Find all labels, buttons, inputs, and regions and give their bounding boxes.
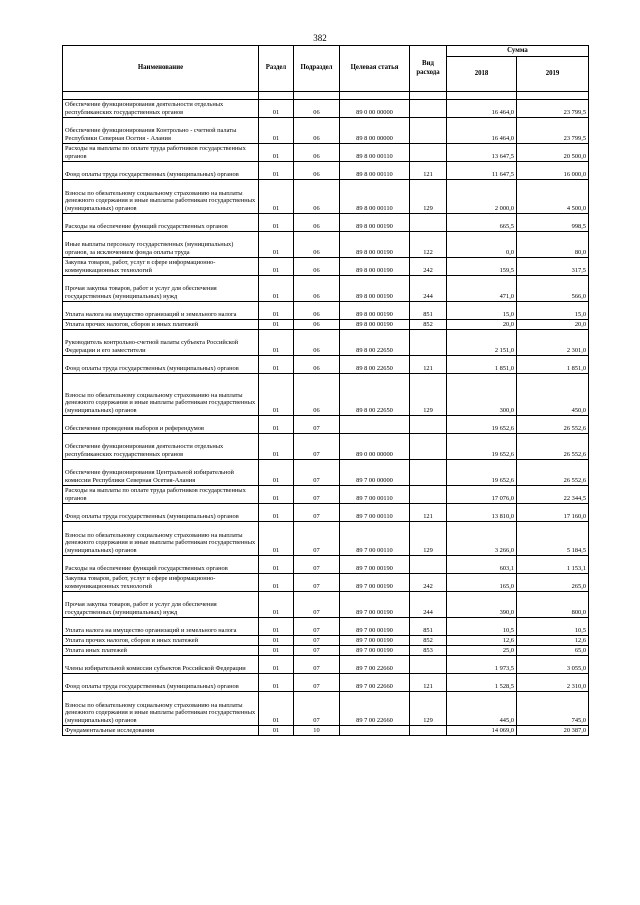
cell-2019: 26 552,6 bbox=[517, 434, 589, 460]
cell-2018: 19 652,6 bbox=[447, 460, 517, 486]
cell-2018: 15,0 bbox=[447, 302, 517, 320]
cell-celevaya: 89 7 00 00190 bbox=[340, 636, 410, 646]
cell-vid: 244 bbox=[410, 276, 447, 302]
cell-2018: 11 647,5 bbox=[447, 162, 517, 180]
cell-2019: 317,5 bbox=[517, 258, 589, 276]
cell-celevaya: 89 8 00 22650 bbox=[340, 356, 410, 374]
table-row bbox=[63, 574, 589, 592]
cell-podrazdel: 06 bbox=[294, 232, 340, 258]
cell-razdel: 01 bbox=[259, 276, 294, 302]
table-row bbox=[63, 374, 589, 416]
cell-podrazdel: 06 bbox=[294, 144, 340, 162]
cell-vid: 121 bbox=[410, 162, 447, 180]
cell-podrazdel: 07 bbox=[294, 656, 340, 674]
cell-2019: 26 552,6 bbox=[517, 416, 589, 434]
cell-2018: 10,5 bbox=[447, 618, 517, 636]
header-vid: Вид расхода bbox=[410, 46, 447, 92]
table-row bbox=[63, 692, 589, 726]
table-row bbox=[63, 330, 589, 356]
cell-vid: 852 bbox=[410, 636, 447, 646]
cell-vid bbox=[410, 330, 447, 356]
cell-razdel bbox=[259, 92, 294, 100]
cell-vid: 121 bbox=[410, 356, 447, 374]
cell-razdel: 01 bbox=[259, 416, 294, 434]
cell-2019: 20 500,0 bbox=[517, 144, 589, 162]
cell-celevaya: 89 7 00 00190 bbox=[340, 592, 410, 618]
cell-celevaya bbox=[340, 416, 410, 434]
cell-name: Уплата налога на имущество организаций и земельного налога bbox=[63, 302, 259, 320]
cell-name: Прочая закупка товаров, работ и услуг для обеспечения государственных (муниципальных) нужд bbox=[63, 276, 259, 302]
cell-razdel: 01 bbox=[259, 656, 294, 674]
cell-celevaya: 89 7 00 00110 bbox=[340, 522, 410, 556]
cell-razdel: 01 bbox=[259, 692, 294, 726]
cell-podrazdel: 07 bbox=[294, 674, 340, 692]
cell-razdel: 01 bbox=[259, 434, 294, 460]
cell-2018: 665,5 bbox=[447, 214, 517, 232]
cell-2018: 16 464,0 bbox=[447, 100, 517, 118]
cell-2019: 22 344,5 bbox=[517, 486, 589, 504]
header-celevaya: Целевая статья bbox=[340, 46, 410, 92]
cell-name: Уплата иных платежей bbox=[63, 646, 259, 656]
cell-2019: 998,5 bbox=[517, 214, 589, 232]
cell-celevaya: 89 7 00 00000 bbox=[340, 460, 410, 486]
cell-razdel: 01 bbox=[259, 330, 294, 356]
table-row bbox=[63, 258, 589, 276]
cell-2019: 80,0 bbox=[517, 232, 589, 258]
cell-razdel: 01 bbox=[259, 522, 294, 556]
cell-2019: 5 184,5 bbox=[517, 522, 589, 556]
cell-2018: 3 266,0 bbox=[447, 522, 517, 556]
budget-table bbox=[62, 45, 589, 736]
cell-name: Взносы по обязательному социальному страхованию на выплаты денежного содержания и иные выплаты работникам государственных (муниципальных) органов bbox=[63, 692, 259, 726]
cell-celevaya: 89 7 00 22660 bbox=[340, 674, 410, 692]
cell-2018: 2 151,0 bbox=[447, 330, 517, 356]
cell-name: Уплата прочих налогов, сборов и иных платежей bbox=[63, 636, 259, 646]
cell-2019: 20 387,0 bbox=[517, 726, 589, 736]
table-row bbox=[63, 214, 589, 232]
cell-vid: 129 bbox=[410, 692, 447, 726]
cell-name: Закупка товаров, работ, услуг в сфере информационно-коммуникационных технологий bbox=[63, 574, 259, 592]
table-row bbox=[63, 434, 589, 460]
cell-celevaya: 89 7 00 22660 bbox=[340, 656, 410, 674]
cell-celevaya: 89 8 00 00110 bbox=[340, 180, 410, 214]
cell-celevaya bbox=[340, 92, 410, 100]
table-row bbox=[63, 504, 589, 522]
cell-vid: 121 bbox=[410, 674, 447, 692]
cell-name: Фундаментальные исследования bbox=[63, 726, 259, 736]
cell-name: Обеспечение функционирования деятельности отдельных республиканских государственных органов bbox=[63, 100, 259, 118]
cell-name: Взносы по обязательному социальному страхованию на выплаты денежного содержания и иные выплаты работникам государственных (муниципальных) органов bbox=[63, 180, 259, 214]
cell-podrazdel: 07 bbox=[294, 486, 340, 504]
cell-celevaya: 89 8 00 00190 bbox=[340, 302, 410, 320]
cell-vid bbox=[410, 144, 447, 162]
cell-podrazdel: 07 bbox=[294, 504, 340, 522]
table-row bbox=[63, 646, 589, 656]
cell-razdel: 01 bbox=[259, 144, 294, 162]
cell-2019: 17 160,0 bbox=[517, 504, 589, 522]
table-row bbox=[63, 162, 589, 180]
cell-2018: 603,1 bbox=[447, 556, 517, 574]
cell-vid bbox=[410, 416, 447, 434]
cell-celevaya: 89 8 00 22650 bbox=[340, 374, 410, 416]
cell-podrazdel: 06 bbox=[294, 258, 340, 276]
header-year-2019: 2019 bbox=[517, 57, 589, 92]
cell-vid: 121 bbox=[410, 504, 447, 522]
table-row bbox=[63, 592, 589, 618]
table-row bbox=[63, 556, 589, 574]
cell-name: Взносы по обязательному социальному страхованию на выплаты денежного содержания и иные выплаты работникам государственных (муниципальных) органов bbox=[63, 522, 259, 556]
cell-vid: 244 bbox=[410, 592, 447, 618]
cell-razdel: 01 bbox=[259, 556, 294, 574]
cell-2018: 0,0 bbox=[447, 232, 517, 258]
cell-podrazdel: 06 bbox=[294, 356, 340, 374]
table-row bbox=[63, 656, 589, 674]
cell-2019: 2 301,0 bbox=[517, 330, 589, 356]
table-row bbox=[63, 144, 589, 162]
cell-celevaya: 89 0 00 00000 bbox=[340, 100, 410, 118]
cell-name: Уплата прочих налогов, сборов и иных платежей bbox=[63, 320, 259, 330]
cell-2019: 800,0 bbox=[517, 592, 589, 618]
cell-2018: 471,0 bbox=[447, 276, 517, 302]
cell-2019: 65,0 bbox=[517, 646, 589, 656]
header-year-2018: 2018 bbox=[447, 57, 517, 92]
cell-vid bbox=[410, 214, 447, 232]
cell-celevaya: 89 8 00 22650 bbox=[340, 330, 410, 356]
cell-podrazdel: 07 bbox=[294, 692, 340, 726]
cell-name: Закупка товаров, работ, услуг в сфере информационно-коммуникационных технологий bbox=[63, 258, 259, 276]
cell-celevaya: 89 8 00 00190 bbox=[340, 320, 410, 330]
cell-razdel: 01 bbox=[259, 162, 294, 180]
cell-razdel: 01 bbox=[259, 636, 294, 646]
cell-razdel: 01 bbox=[259, 302, 294, 320]
table-row bbox=[63, 726, 589, 736]
cell-2018: 390,0 bbox=[447, 592, 517, 618]
cell-podrazdel: 06 bbox=[294, 100, 340, 118]
cell-razdel: 01 bbox=[259, 674, 294, 692]
cell-podrazdel: 06 bbox=[294, 162, 340, 180]
cell-vid: 242 bbox=[410, 258, 447, 276]
table-row bbox=[63, 232, 589, 258]
cell-celevaya: 89 8 00 00190 bbox=[340, 258, 410, 276]
table-row bbox=[63, 180, 589, 214]
cell-2018: 159,5 bbox=[447, 258, 517, 276]
cell-celevaya: 89 8 00 00190 bbox=[340, 232, 410, 258]
cell-razdel: 01 bbox=[259, 232, 294, 258]
cell-2018: 12,6 bbox=[447, 636, 517, 646]
cell-podrazdel: 10 bbox=[294, 726, 340, 736]
cell-name: Обеспечение функционирования Центральной избирательной комиссии Республики Северная Осетия-Алания bbox=[63, 460, 259, 486]
cell-podrazdel: 07 bbox=[294, 574, 340, 592]
cell-2018: 19 652,6 bbox=[447, 416, 517, 434]
cell-name: Руководитель контрольно-счетной палаты субъекта Российской Федерации и его заместители bbox=[63, 330, 259, 356]
header-podrazdel: Подраздел bbox=[294, 46, 340, 92]
cell-2019: 23 799,5 bbox=[517, 118, 589, 144]
cell-vid: 851 bbox=[410, 618, 447, 636]
cell-2019: 10,5 bbox=[517, 618, 589, 636]
cell-vid bbox=[410, 656, 447, 674]
cell-razdel: 01 bbox=[259, 258, 294, 276]
cell-name: Фонд оплаты труда государственных (муниципальных) органов bbox=[63, 674, 259, 692]
page-number: 382 bbox=[313, 33, 327, 43]
table-row bbox=[63, 618, 589, 636]
cell-podrazdel: 07 bbox=[294, 416, 340, 434]
cell-vid: 122 bbox=[410, 232, 447, 258]
cell-podrazdel: 06 bbox=[294, 180, 340, 214]
cell-name: Прочая закупка товаров, работ и услуг для обеспечения государственных (муниципальных) нужд bbox=[63, 592, 259, 618]
cell-2019 bbox=[517, 92, 589, 100]
cell-2018: 19 652,6 bbox=[447, 434, 517, 460]
cell-vid: 851 bbox=[410, 302, 447, 320]
cell-celevaya: 89 7 00 22660 bbox=[340, 692, 410, 726]
cell-razdel: 01 bbox=[259, 726, 294, 736]
cell-2019: 4 500,0 bbox=[517, 180, 589, 214]
table-row bbox=[63, 486, 589, 504]
cell-razdel: 01 bbox=[259, 100, 294, 118]
cell-name: Уплата налога на имущество организаций и земельного налога bbox=[63, 618, 259, 636]
cell-2018: 13 810,0 bbox=[447, 504, 517, 522]
cell-vid bbox=[410, 460, 447, 486]
table-row bbox=[63, 356, 589, 374]
cell-podrazdel: 07 bbox=[294, 434, 340, 460]
cell-podrazdel: 06 bbox=[294, 330, 340, 356]
cell-podrazdel: 07 bbox=[294, 556, 340, 574]
cell-vid bbox=[410, 92, 447, 100]
cell-podrazdel: 06 bbox=[294, 374, 340, 416]
cell-vid bbox=[410, 726, 447, 736]
cell-podrazdel bbox=[294, 92, 340, 100]
cell-2019: 450,0 bbox=[517, 374, 589, 416]
cell-celevaya: 89 8 00 00000 bbox=[340, 118, 410, 144]
cell-celevaya: 89 0 00 00000 bbox=[340, 434, 410, 460]
cell-2019: 23 799,5 bbox=[517, 100, 589, 118]
cell-celevaya: 89 7 00 00110 bbox=[340, 504, 410, 522]
cell-razdel: 01 bbox=[259, 320, 294, 330]
cell-name: Взносы по обязательному социальному страхованию на выплаты денежного содержания и иные выплаты работникам государственных (муниципальных) органов bbox=[63, 374, 259, 416]
cell-2018: 14 069,0 bbox=[447, 726, 517, 736]
cell-2018: 1 528,5 bbox=[447, 674, 517, 692]
cell-razdel: 01 bbox=[259, 646, 294, 656]
table-row bbox=[63, 302, 589, 320]
table-row bbox=[63, 100, 589, 118]
cell-2019: 1 851,0 bbox=[517, 356, 589, 374]
cell-vid bbox=[410, 100, 447, 118]
cell-razdel: 01 bbox=[259, 180, 294, 214]
cell-vid bbox=[410, 118, 447, 144]
cell-vid bbox=[410, 434, 447, 460]
table-row bbox=[63, 276, 589, 302]
cell-2018: 16 464,0 bbox=[447, 118, 517, 144]
cell-name: Обеспечение проведения выборов и референдумов bbox=[63, 416, 259, 434]
cell-name: Фонд оплаты труда государственных (муниципальных) органов bbox=[63, 162, 259, 180]
cell-2019: 3 055,0 bbox=[517, 656, 589, 674]
cell-celevaya: 89 8 00 00190 bbox=[340, 214, 410, 232]
cell-podrazdel: 06 bbox=[294, 276, 340, 302]
cell-2019: 15,0 bbox=[517, 302, 589, 320]
cell-podrazdel: 07 bbox=[294, 636, 340, 646]
cell-name: Расходы на обеспечение функций государственных органов bbox=[63, 214, 259, 232]
cell-podrazdel: 07 bbox=[294, 646, 340, 656]
header-razdel: Раздел bbox=[259, 46, 294, 92]
cell-2019: 566,0 bbox=[517, 276, 589, 302]
table-row bbox=[63, 320, 589, 330]
table-row bbox=[63, 92, 589, 100]
cell-name: Обеспечение функционирования Контрольно - счетной палаты Республики Северная Осетия - Алания bbox=[63, 118, 259, 144]
table-row bbox=[63, 416, 589, 434]
cell-razdel: 01 bbox=[259, 592, 294, 618]
cell-2018: 1 973,5 bbox=[447, 656, 517, 674]
cell-2018: 13 647,5 bbox=[447, 144, 517, 162]
cell-2019: 20,0 bbox=[517, 320, 589, 330]
cell-razdel: 01 bbox=[259, 618, 294, 636]
cell-celevaya: 89 7 00 00190 bbox=[340, 574, 410, 592]
cell-podrazdel: 06 bbox=[294, 214, 340, 232]
cell-celevaya: 89 7 00 00190 bbox=[340, 618, 410, 636]
cell-name: Иные выплаты персоналу государственных (муниципальных) органов, за исключением фонда оплаты труда bbox=[63, 232, 259, 258]
table-row bbox=[63, 522, 589, 556]
cell-2018 bbox=[447, 92, 517, 100]
cell-vid: 852 bbox=[410, 320, 447, 330]
table-body bbox=[63, 92, 589, 736]
cell-razdel: 01 bbox=[259, 356, 294, 374]
cell-celevaya: 89 7 00 00110 bbox=[340, 486, 410, 504]
cell-razdel: 01 bbox=[259, 460, 294, 486]
cell-celevaya: 89 8 00 00110 bbox=[340, 144, 410, 162]
cell-podrazdel: 07 bbox=[294, 618, 340, 636]
cell-vid: 853 bbox=[410, 646, 447, 656]
cell-razdel: 01 bbox=[259, 504, 294, 522]
cell-vid bbox=[410, 556, 447, 574]
header-summa: Сумма bbox=[447, 46, 589, 57]
cell-name: Расходы на выплаты по оплате труда работников государственных органов bbox=[63, 144, 259, 162]
cell-2019: 26 552,6 bbox=[517, 460, 589, 486]
cell-podrazdel: 07 bbox=[294, 522, 340, 556]
table-row bbox=[63, 674, 589, 692]
cell-celevaya: 89 8 00 00190 bbox=[340, 276, 410, 302]
cell-vid: 129 bbox=[410, 522, 447, 556]
cell-2018: 20,0 bbox=[447, 320, 517, 330]
cell-razdel: 01 bbox=[259, 214, 294, 232]
cell-name: Члены избирательной комиссии субъектов Российской Федерации bbox=[63, 656, 259, 674]
cell-vid bbox=[410, 486, 447, 504]
cell-razdel: 01 bbox=[259, 374, 294, 416]
cell-name bbox=[63, 92, 259, 100]
cell-razdel: 01 bbox=[259, 118, 294, 144]
cell-celevaya: 89 7 00 00190 bbox=[340, 556, 410, 574]
cell-2018: 17 076,0 bbox=[447, 486, 517, 504]
cell-celevaya bbox=[340, 726, 410, 736]
table-row bbox=[63, 118, 589, 144]
table-row bbox=[63, 460, 589, 486]
cell-2019: 2 310,0 bbox=[517, 674, 589, 692]
header-name: Наименование bbox=[63, 46, 259, 92]
cell-2019: 745,0 bbox=[517, 692, 589, 726]
cell-vid: 129 bbox=[410, 180, 447, 214]
table-header bbox=[63, 46, 589, 92]
table-row bbox=[63, 636, 589, 646]
cell-2018: 1 851,0 bbox=[447, 356, 517, 374]
cell-2019: 265,0 bbox=[517, 574, 589, 592]
cell-podrazdel: 06 bbox=[294, 302, 340, 320]
cell-name: Расходы на обеспечение функций государственных органов bbox=[63, 556, 259, 574]
cell-podrazdel: 06 bbox=[294, 118, 340, 144]
cell-2018: 300,0 bbox=[447, 374, 517, 416]
cell-vid: 242 bbox=[410, 574, 447, 592]
cell-name: Фонд оплаты труда государственных (муниципальных) органов bbox=[63, 356, 259, 374]
cell-2018: 165,0 bbox=[447, 574, 517, 592]
cell-2019: 16 000,0 bbox=[517, 162, 589, 180]
cell-name: Фонд оплаты труда государственных (муниципальных) органов bbox=[63, 504, 259, 522]
cell-2018: 2 000,0 bbox=[447, 180, 517, 214]
cell-razdel: 01 bbox=[259, 574, 294, 592]
cell-name: Расходы на выплаты по оплате труда работников государственных органов bbox=[63, 486, 259, 504]
cell-podrazdel: 07 bbox=[294, 592, 340, 618]
cell-2018: 445,0 bbox=[447, 692, 517, 726]
cell-podrazdel: 07 bbox=[294, 460, 340, 486]
cell-podrazdel: 06 bbox=[294, 320, 340, 330]
cell-celevaya: 89 8 00 00110 bbox=[340, 162, 410, 180]
cell-vid: 129 bbox=[410, 374, 447, 416]
cell-2019: 12,6 bbox=[517, 636, 589, 646]
cell-2018: 25,0 bbox=[447, 646, 517, 656]
cell-name: Обеспечение функционирования деятельности отдельных республиканских государственных органов bbox=[63, 434, 259, 460]
cell-celevaya: 89 7 00 00190 bbox=[340, 646, 410, 656]
cell-2019: 1 153,1 bbox=[517, 556, 589, 574]
cell-razdel: 01 bbox=[259, 486, 294, 504]
